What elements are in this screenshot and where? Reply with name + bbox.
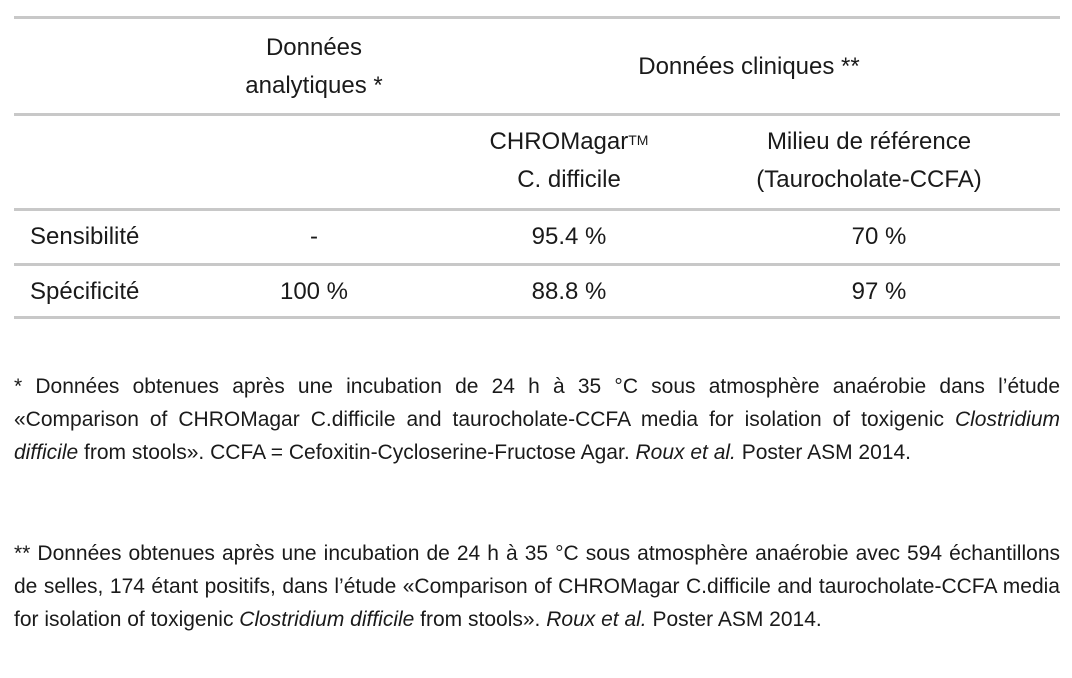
subheader-chromagar-line2: C. difficile — [517, 166, 621, 193]
table-row-rule — [14, 263, 1060, 266]
trademark-mark: TM — [628, 132, 649, 148]
table-top-rule — [14, 16, 1060, 19]
header-analytic-line2: analytiques * — [245, 72, 383, 99]
subheader-chromagar — [454, 123, 684, 199]
row-specificity-chromagar: 88.8 % — [531, 278, 607, 305]
table-header-rule — [14, 113, 1060, 116]
table-subheader-rule — [14, 208, 1060, 211]
row-specificity-analytic: 100 % — [279, 278, 349, 305]
table-bottom-rule — [14, 316, 1060, 319]
subheader-reference — [719, 123, 1019, 199]
header-clinical: Données cliniques ** — [638, 53, 860, 80]
subheader-reference-line2: (Taurocholate-CCFA) — [756, 166, 982, 193]
header-analytic-line1: Données — [265, 34, 363, 61]
row-label-specificity: Spécificité — [30, 278, 140, 305]
row-sensitivity-reference: 70 % — [851, 223, 907, 250]
row-sensitivity-chromagar: 95.4 % — [531, 223, 607, 250]
header-analytic — [199, 29, 429, 105]
row-specificity-reference: 97 % — [851, 278, 907, 305]
row-label-sensitivity: Sensibilité — [30, 223, 140, 250]
subheader-reference-line1: Milieu de référence — [766, 128, 972, 155]
footnote-1: * Données obtenues après une incubation de 24 h à 35 °C sous atmosphère anaérobie dans l’étude «Comparison of CHROMagar C.difficile and taurocholate-CCFA media for isolation of toxigenic Clostridium difficile from stools». CCFA = Cefoxitin-Cycloserine-Fructose Agar. Roux et al. Poster ASM 2014. — [14, 375, 1060, 464]
row-sensitivity-analytic: - — [310, 223, 318, 250]
subheader-chromagar-line1: CHROMagar™ — [489, 128, 649, 155]
footnote-2: ** Données obtenues après une incubation de 24 h à 35 °C sous atmosphère anaérobie avec 594 échantillons de selles, 174 étant positifs, dans l’étude «Comparison of CHROMagar C.difficile and taurocholate-CCFA media for isolation of toxigenic Clostridium difficile from stools». Roux et al. Poster ASM 2014. — [14, 542, 1060, 631]
